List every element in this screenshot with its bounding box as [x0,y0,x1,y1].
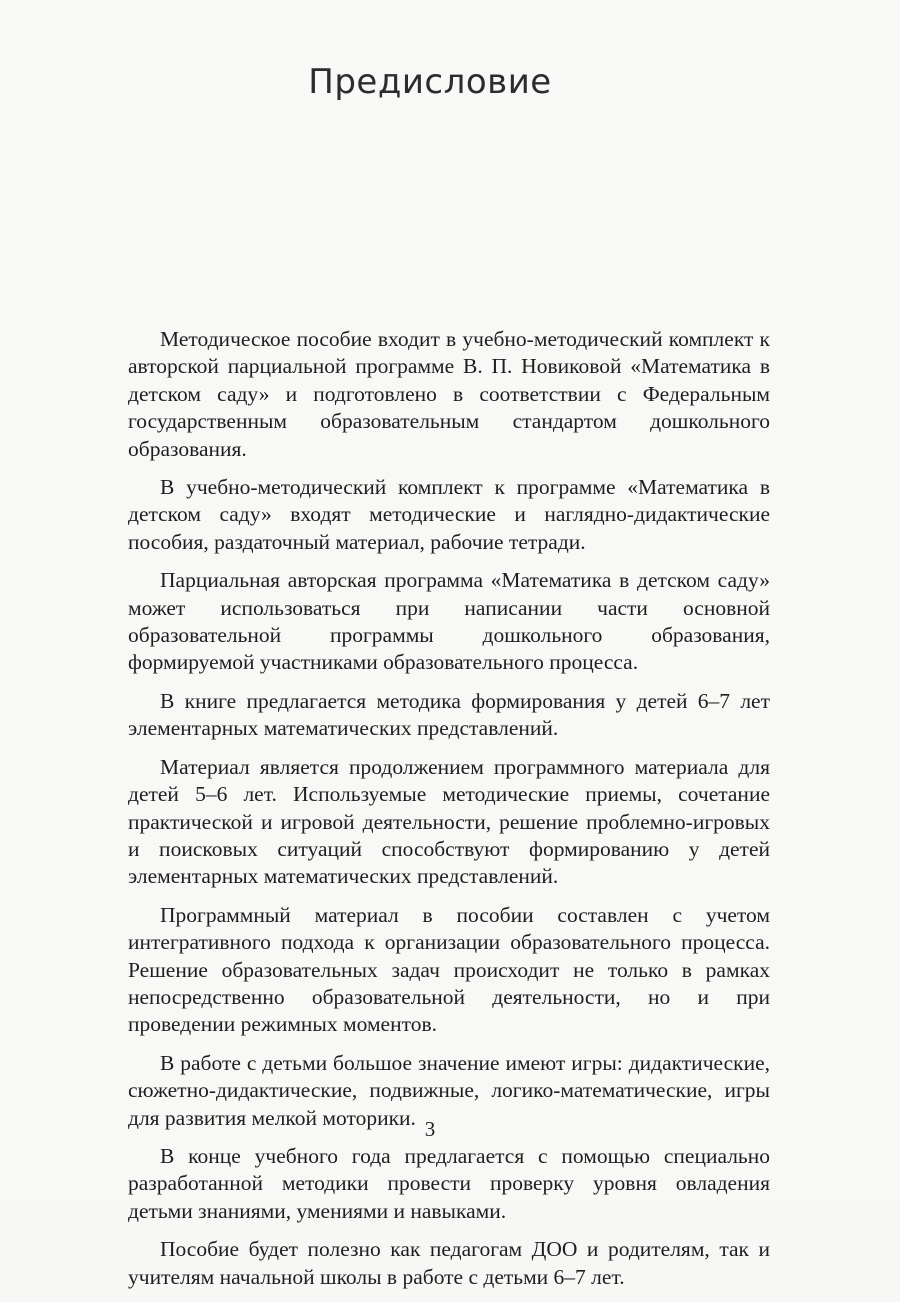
preface-body [128,326,770,1302]
paragraph: В книге предлагается методика формирования у детей 6–7 лет элементарных математических представлений. [128,688,770,741]
paragraph: В учебно-методический комплект к программе «Математика в детском саду» входят методические и наглядно-дидактические пособия, раздаточный материал, рабочие тетради. [128,475,770,554]
paragraph: В работе с детьми большое значение имеют игры: дидактические, сюжетно-дидактические, подвижные, логико-математические, игры для развития мелкой моторики. [128,1050,770,1130]
page-number: 3 [424,1117,436,1141]
paragraph: Программный материал в пособии составлен с учетом интегративного подхода к организации образовательного процесса. Решение образовательных задач происходит не только в рамках непосредственно образовательной деятельности, но и при проведении режимных моментов. [128,902,770,1037]
paragraph: Материал является продолжением программного материала для детей 5–6 лет. Используемые методические приемы, сочетание практической и игровой деятельности, решение проблемно-игровых и поисковых ситуаций способствуют формированию у детей элементарных математических представлений. [128,754,770,889]
page-title: Предисловие [308,62,552,102]
paragraph: В конце учебного года предлагается с помощью специально разработанной методики провести проверку уровня овладения детьми знаниями, умениями и навыками. [128,1143,770,1223]
paragraph: Пособие будет полезно как педагогам ДОО и родителям, так и учителям начальной школы в работе с детьми 6–7 лет. [128,1237,770,1289]
paragraph: Методическое пособие входит в учебно-методический комплект к авторской парциальной программе В. П. Новиковой «Математика в детском саду» и подготовлено в соответствии с Федеральным государственным образовательным стандартом дошкольного образования. [128,327,770,461]
paragraph: Парциальная авторская программа «Математика в детском саду» может использоваться при написании части основной образовательной программы дошкольного образования, формируемой участниками образовательного процесса. [128,568,770,675]
